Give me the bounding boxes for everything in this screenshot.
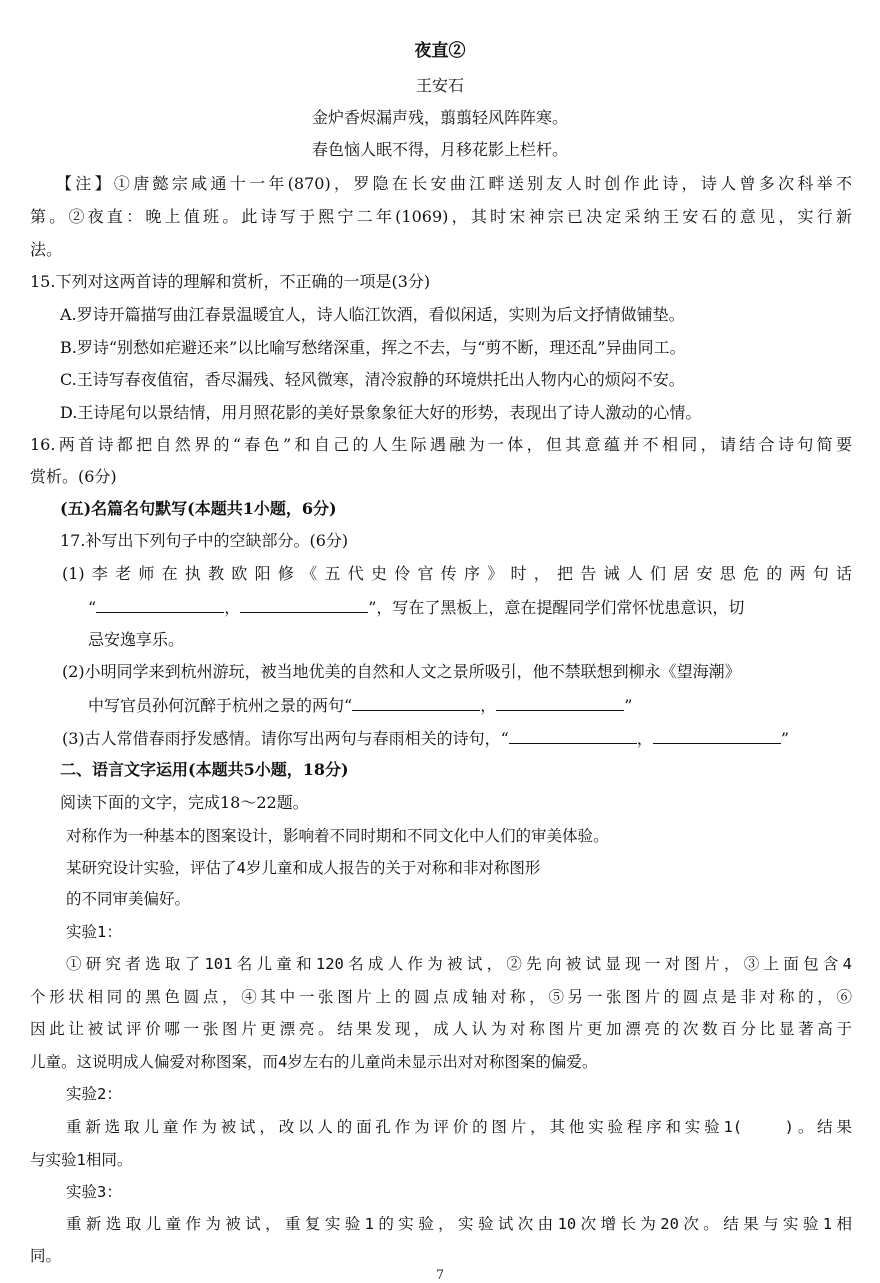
answer-blank-1[interactable] — [96, 597, 224, 613]
q17-part1-line3: 忌安逸享乐。 — [88, 630, 185, 649]
answer-blank-2[interactable] — [240, 597, 368, 613]
q16-line-2: 赏析。(6分) — [30, 467, 117, 486]
q17-part1-line2 — [88, 597, 744, 618]
section-5-heading: (五)名篇名句默写(本题共1小题，6分) — [60, 499, 337, 518]
part3-head-text: (3)古人常借春雨抒发感情。请你写出两句与春雨相关的诗句，“ — [62, 729, 509, 748]
q17-part2-line2 — [88, 695, 632, 716]
comma: ， — [636, 729, 653, 748]
q15-option-c: C.王诗写春夜值宿，香尽漏残、轻风微寒，清冷寂静的环境烘托出人物内心的烦闷不安。 — [60, 370, 685, 389]
answer-blank-4[interactable] — [496, 695, 624, 711]
poem-author: 王安石 — [415, 76, 464, 95]
poem-title: 夜直② — [414, 41, 466, 61]
passage-para-2a: 某研究设计实验，评估了4岁儿童和成人报告的关于对称和非对称图形 — [66, 859, 541, 877]
reading-intro: 阅读下面的文字，完成18～22题。 — [60, 793, 309, 812]
answer-blank-6[interactable] — [653, 728, 781, 744]
note-line-1: 【注】①唐懿宗咸通十一年(870)，罗隐在长安曲江畔送别友人时创作此诗，诗人曾多次科举不 — [56, 174, 852, 193]
experiment-1-line-4: 儿童。这说明成人偏爱对称图案，而4岁左右的儿童尚未显示出对对称图案的偏爱。 — [30, 1053, 598, 1071]
experiment-1-line-2: 个形状相同的黑色圆点，④其中一张图片上的圆点成轴对称，⑤另一张图片的圆点是非对称的，⑥ — [30, 988, 852, 1006]
section-2-heading: 二、语言文字运用(本题共5小题，18分) — [60, 760, 349, 779]
quote-close: ” — [780, 729, 790, 748]
q15-option-b: B.罗诗“别愁如疟避还来”以比喻写愁绪深重，挥之不去，与“剪不断，理还乱”异曲同工。 — [60, 338, 686, 357]
note-line-3: 法。 — [30, 240, 63, 259]
comma: ， — [224, 598, 241, 617]
quote-open: “ — [88, 598, 97, 617]
note-line-2: 第。②夜直：晚上值班。此诗写于熙宁二年(1069)，其时宋神宗已决定采纳王安石的意见，实行新 — [30, 207, 852, 226]
experiment-1-line-1: ①研究者选取了101名儿童和120名成人作为被试，②先向被试显现一对图片，③上面包含4 — [66, 955, 852, 973]
experiment-2-title: 实验2： — [66, 1085, 122, 1103]
experiment-3-title: 实验3： — [66, 1183, 122, 1201]
q17-part1-line1: (1)李老师在执教欧阳修《五代史伶官传序》时，把告诫人们居安思危的两句话 — [62, 564, 852, 583]
q16-line-1: 16.两首诗都把自然界的“春色”和自己的人生际遇融为一体，但其意蕴并不相同，请结合诗句简要 — [30, 435, 852, 454]
q17-stem: 17.补写出下列句子中的空缺部分。(6分) — [60, 531, 349, 550]
q17-part3 — [62, 728, 789, 749]
passage-para-1: 对称作为一种基本的图案设计，影响着不同时期和不同文化中人们的审美体验。 — [66, 827, 609, 845]
page-number: 7 — [435, 1268, 445, 1283]
answer-blank-5[interactable] — [509, 728, 637, 744]
poem-line-2: 春色恼人眠不得，月移花影上栏杆。 — [311, 140, 568, 159]
quote-close: ” — [624, 696, 633, 715]
q15-option-d: D.王诗尾句以景结情，用月照花影的美好景象象征大好的形势，表现出了诗人激动的心情。 — [60, 403, 702, 422]
q15-stem: 15.下列对这两首诗的理解和赏析，不正确的一项是(3分) — [30, 272, 431, 291]
experiment-2-line-1: 重新选取儿童作为被试，改以人的面孔作为评价的图片，其他实验程序和实验1( )。结果 — [66, 1118, 852, 1136]
comma: ， — [480, 696, 497, 715]
poem-line-1: 金炉香烬漏声残，翦翦轻风阵阵寒。 — [311, 108, 568, 127]
experiment-3-line-2: 同。 — [30, 1247, 62, 1265]
answer-blank-3[interactable] — [352, 695, 480, 711]
q17-part2-line1: (2)小明同学来到杭州游玩，被当地优美的自然和人文之景所吸引，他不禁联想到柳永《望海潮》 — [62, 662, 741, 681]
experiment-1-title: 实验1： — [66, 923, 122, 941]
part1-tail-text: ”，写在了黑板上，意在提醒同学们常怀忧患意识，切 — [368, 598, 745, 617]
experiment-3-line-1: 重新选取儿童作为被试，重复实验1的实验，实验试次由10次增长为20次。结果与实验1相 — [66, 1215, 852, 1233]
passage-para-2b: 的不同审美偏好。 — [66, 890, 191, 908]
part2-head-text: 中写官员孙何沉醉于杭州之景的两句“ — [88, 696, 353, 715]
q15-option-a: A.罗诗开篇描写曲江春景温暖宜人，诗人临江饮酒，看似闲适，实则为后文抒情做铺垫。 — [60, 305, 685, 324]
experiment-2-line-2: 与实验1相同。 — [30, 1151, 133, 1169]
experiment-1-line-3: 因此让被试评价哪一张图片更漂亮。结果发现，成人认为对称图片更加漂亮的次数百分比显著高于 — [30, 1020, 852, 1038]
